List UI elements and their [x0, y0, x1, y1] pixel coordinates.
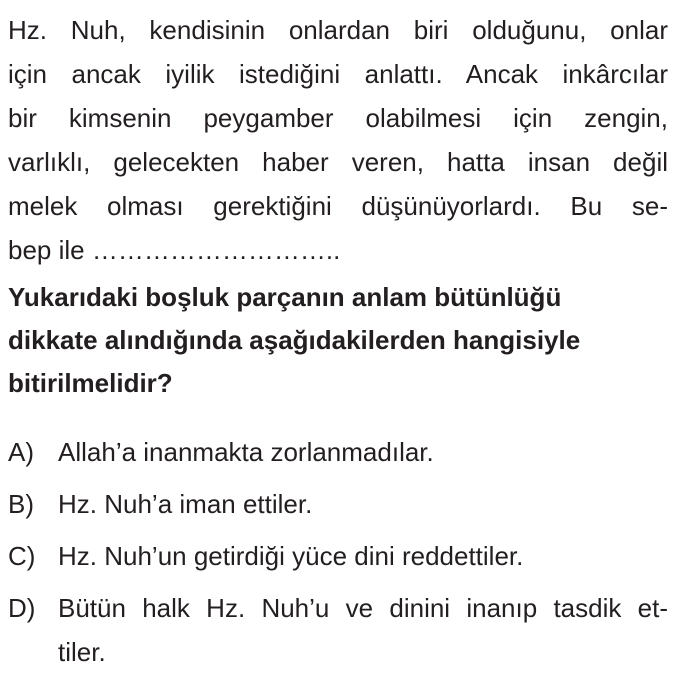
- option-line: Allah’a inanmakta zorlanmadılar.: [58, 437, 434, 467]
- option-line: tiler.: [58, 637, 106, 667]
- passage-line: bir kimsenin peygamber olabilmesi için zengin,: [8, 103, 668, 133]
- passage-text: [8, 8, 668, 272]
- option-line: Hz. Nuh’un getirdiği yüce dini reddettiler.: [58, 541, 524, 571]
- question-stem: [8, 276, 668, 405]
- passage-line: varlıklı, gelecekten haber veren, hatta insan değil: [8, 147, 668, 177]
- passage-line: melek olması gerektiğini düşünüyorlardı. Bu se-: [8, 191, 668, 221]
- option-text: [58, 534, 668, 578]
- option-text: [58, 482, 668, 526]
- passage-line-blank: bep ile ………………………..: [8, 235, 341, 265]
- question-line: dikkate alındığında aşağıdakilerden hangisiyle: [8, 325, 581, 355]
- option-d[interactable]: [8, 586, 668, 674]
- option-letter: D): [8, 593, 36, 623]
- passage-line: için ancak iyilik istediğini anlattı. Ancak inkârcılar: [8, 59, 668, 89]
- question-line: Yukarıdaki boşluk parçanın anlam bütünlüğü: [8, 282, 562, 312]
- option-line: Bütün halk Hz. Nuh’u ve dinini inanıp tasdik et-: [58, 593, 668, 623]
- option-letter: B): [8, 489, 34, 519]
- option-text: [58, 430, 668, 474]
- option-line: Hz. Nuh’a iman ettiler.: [58, 489, 313, 519]
- option-a[interactable]: [8, 430, 668, 474]
- option-letter: A): [8, 437, 34, 467]
- passage-line: Hz. Nuh, kendisinin onlardan biri olduğunu, onlar: [8, 15, 668, 45]
- option-text: [58, 586, 668, 674]
- option-letter: C): [8, 541, 36, 571]
- option-c[interactable]: [8, 534, 668, 578]
- answer-options: [8, 430, 668, 682]
- question-line: bitirilmelidir?: [8, 368, 173, 398]
- option-b[interactable]: [8, 482, 668, 526]
